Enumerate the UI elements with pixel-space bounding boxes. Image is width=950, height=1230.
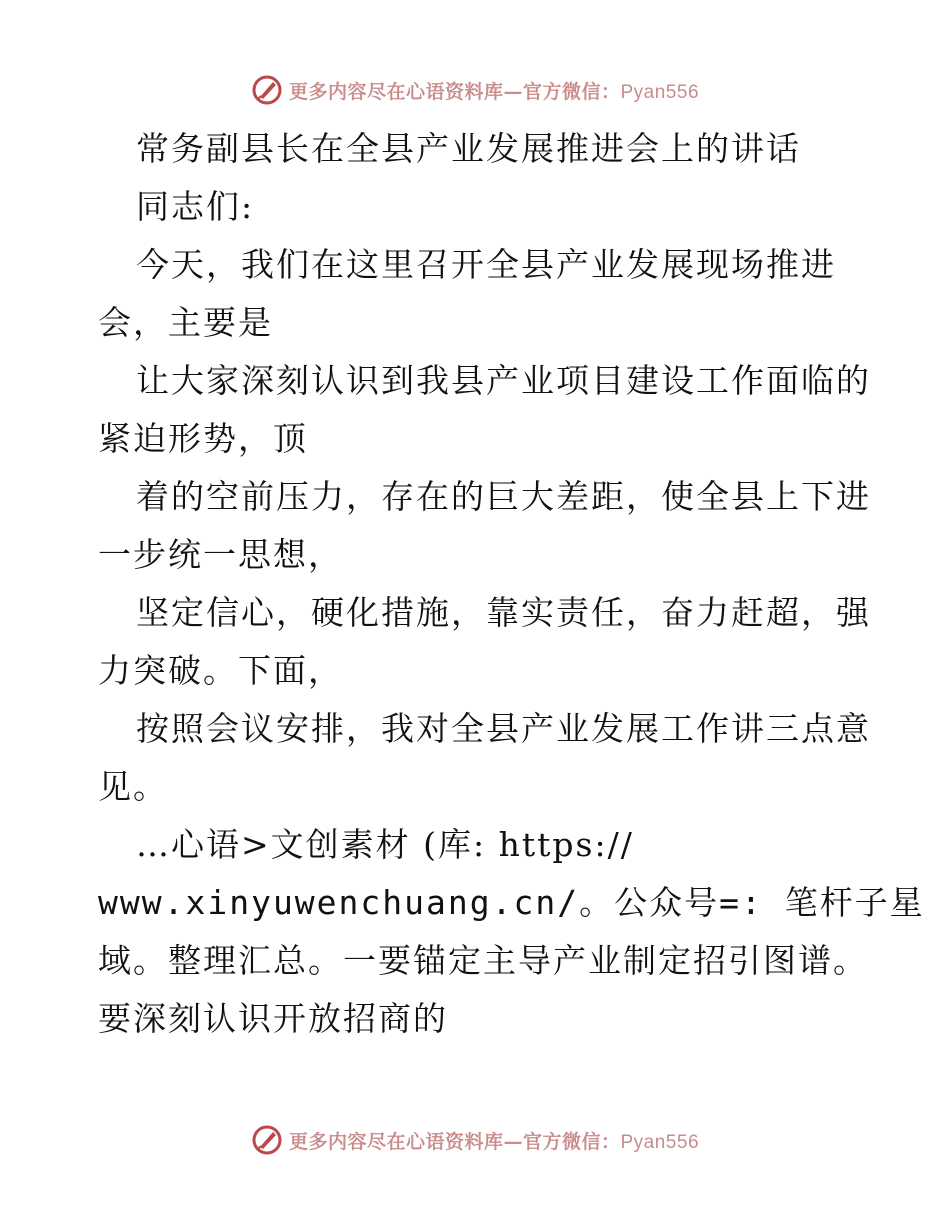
paragraph-line: 坚定信心，硬化措施，靠实责任，奋力赶超，强 xyxy=(136,593,871,632)
watermark-text xyxy=(289,77,699,104)
watermark-wechat-id: Pyan556 xyxy=(620,81,700,103)
salutation: 同志们: xyxy=(136,187,255,226)
quill-logo-icon xyxy=(251,1124,283,1156)
watermark-wechat-id: Pyan556 xyxy=(620,1131,700,1153)
paragraph-line: www.xinyuwenchuang.cn/。公众号=: 笔杆子星 xyxy=(98,883,925,922)
paragraph-line: 域。整理汇总。一要锚定主导产业制定招引图谱。 xyxy=(98,941,868,980)
paragraph-line: 今天，我们在这里召开全县产业发展现场推进 xyxy=(136,245,836,284)
paragraph-line: 要深刻认识开放招商的 xyxy=(98,999,448,1038)
paragraph-line: 会，主要是 xyxy=(98,303,273,342)
header-watermark xyxy=(0,72,950,108)
quill-logo-icon xyxy=(251,74,283,106)
document-title: 常务副县长在全县产业发展推进会上的讲话 xyxy=(136,129,801,168)
paragraph-line: 着的空前压力，存在的巨大差距，使全县上下进 xyxy=(136,477,871,516)
footer-watermark xyxy=(0,1122,950,1158)
watermark-text xyxy=(289,1127,699,1154)
watermark-wechat-label: 官方微信： xyxy=(522,80,621,103)
watermark-site: 更多内容尽在心语资料库— xyxy=(288,80,523,103)
watermark-site: 更多内容尽在心语资料库— xyxy=(288,1130,523,1153)
paragraph-line: …心语>文创素材 (库: https:// xyxy=(136,825,634,864)
watermark-wechat-label: 官方微信： xyxy=(522,1130,621,1153)
paragraph-line: 紧迫形势，顶 xyxy=(98,419,308,458)
paragraph-line: 按照会议安排，我对全县产业发展工作讲三点意 xyxy=(136,709,871,748)
paragraph-line: 一步统一思想， xyxy=(98,535,343,574)
paragraph-line: 见。 xyxy=(98,767,168,806)
paragraph-line: 让大家深刻认识到我县产业项目建设工作面临的 xyxy=(136,361,871,400)
document-body xyxy=(98,120,925,1048)
paragraph-line: 力突破。下面， xyxy=(98,651,343,690)
